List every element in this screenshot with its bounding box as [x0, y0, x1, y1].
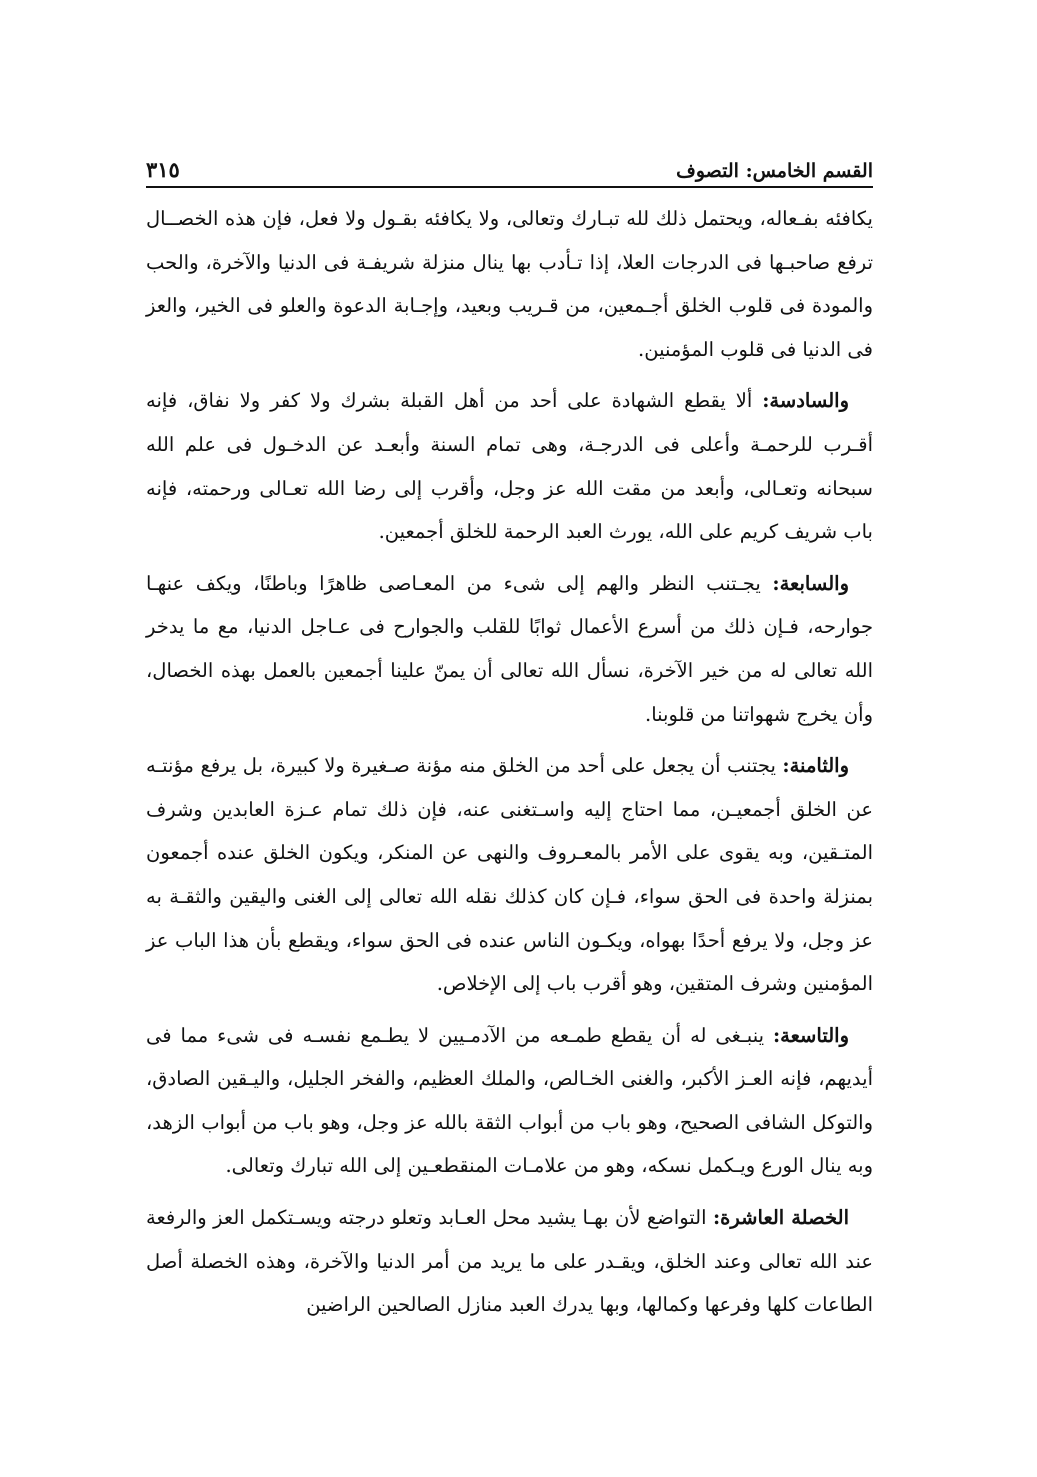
- book-page: [146, 0, 873, 1477]
- part-label: القسم الخامس:: [745, 160, 873, 182]
- paragraph-text: التواضع لأن بهـا يشيد محل العـابد وتعلو درجته ويسـتكمل العز والرفعة عند الله تعالى وعند الخلق، ويقـدر على ما يريد من أمر الدنيا والآخرة، وهذه الخصلة أصل الطاعات كلها وفرعها وكمالها، وبها يدرك العبد منازل الصالحين الراضين: [146, 1206, 873, 1317]
- paragraph-lead: والسادسة:: [762, 389, 849, 413]
- page-number: ٣١٥: [146, 157, 180, 182]
- paragraph-text: ألا يقطع الشهادة على أحد من أهل القبلة بشرك ولا كفر ولا نفاق، فإنه أقـرب للرحمـة وأعلى فى الدرجـة، وهى تمام السنة وأبعـد عن الدخـول فى علم الله سبحانه وتعـالى، وأبعد من مقت الله عز وجل، وأقرب إلى رضا الله تعـالى ورحمته، فإنه باب شريف كريم على الله، يورث العبد الرحمة للخلق أجمعين.: [146, 389, 873, 544]
- paragraph-text: ينبـغى له أن يقطع طمـعه من الآدمـيين لا يطـمع نفسـه فى شىء مما فى أيديهم، فإنه العـز الأكبر، والغنى الخـالص، والملك العظيم، والفخر الجليل، واليـقين الصادق، والتوكل الشافى الصحيح، وهو باب من أبواب الثقة بالله عز وجل، وهو باب من أبواب الزهد، وبه ينال الورع ويـكمل نسكه، وهو من علامـات المنقطعـين إلى الله تبارك وتعالى.: [146, 1023, 873, 1178]
- paragraph-continuation: [146, 197, 873, 371]
- body-text: [146, 197, 873, 1335]
- paragraph-sixth-trait: [146, 379, 873, 553]
- paragraph-text: يجـتنب النظر والهم إلى شىء من المعـاصى ظاهرًا وباطنًا، ويكف عنهـا جوارحه، فـإن ذلك من أسرع الأعمال ثوابًا للقلب والجوارح فى عـاجل الدنيا، مع ما يدخر الله تعالى له من خير الآخرة، نسأل الله تعالى أن يمنّ علينا أجمعين بالعمل بهذه الخصال، وأن يخرج شهواتنا من قلوبنا.: [146, 571, 873, 726]
- paragraph-lead: الخصلة العاشرة:: [712, 1206, 849, 1230]
- header-rule: [146, 186, 873, 188]
- paragraph-text: يكافئه بفـعاله، ويحتمل ذلك لله تبـارك وتعالى، ولا يكافئه بقـول ولا فعل، فإن هذه الخصــال ترفع صاحبـها فى الدرجات العلا، إذا تـأدب بها ينال منزلة شريفـة فى الدنيا والآخرة، والحب والمودة فى قلوب الخلق أجـمعين، من قـريب وبعيد، وإجـابة الدعوة والعلو فى الخير، والعز فى الدنيا فى قلوب المؤمنين.: [146, 207, 873, 361]
- section-title: [676, 160, 873, 182]
- section-subject: التصوف: [676, 160, 739, 182]
- paragraph-lead: والتاسعة:: [772, 1023, 849, 1047]
- paragraph-lead: والسابعة:: [772, 571, 849, 595]
- paragraph-seventh-trait: [146, 562, 873, 736]
- running-header: [146, 146, 873, 182]
- paragraph-eighth-trait: [146, 744, 873, 1006]
- paragraph-lead: والثامنة:: [782, 754, 849, 778]
- paragraph-text: يجتنب أن يجعل على أحد من الخلق منه مؤنة صـغيرة ولا كبيرة، بل يرفع مؤنتـه عن الخلق أجمعيـن، مما احتاج إليه واسـتغنى عنه، فإن ذلك تمام عـزة العابدين وشرف المتـقين، وبه يقوى على الأمر بالمعـروف والنهى عن المنكر، ويكون الخلق عنده أجمعون بمنزلة واحدة فى الحق سواء، فـإن كان كذلك نقله الله تعالى إلى الغنى واليقين والثقـة به عز وجل، ولا يرفع أحدًا بهواه، ويكـون الناس عنده فى الحق سواء، ويقطع بأن هذا الباب عز المؤمنين وشرف المتقين، وهو أقرب باب إلى الإخلاص.: [146, 754, 873, 996]
- paragraph-tenth-trait: [146, 1196, 873, 1327]
- paragraph-ninth-trait: [146, 1014, 873, 1188]
